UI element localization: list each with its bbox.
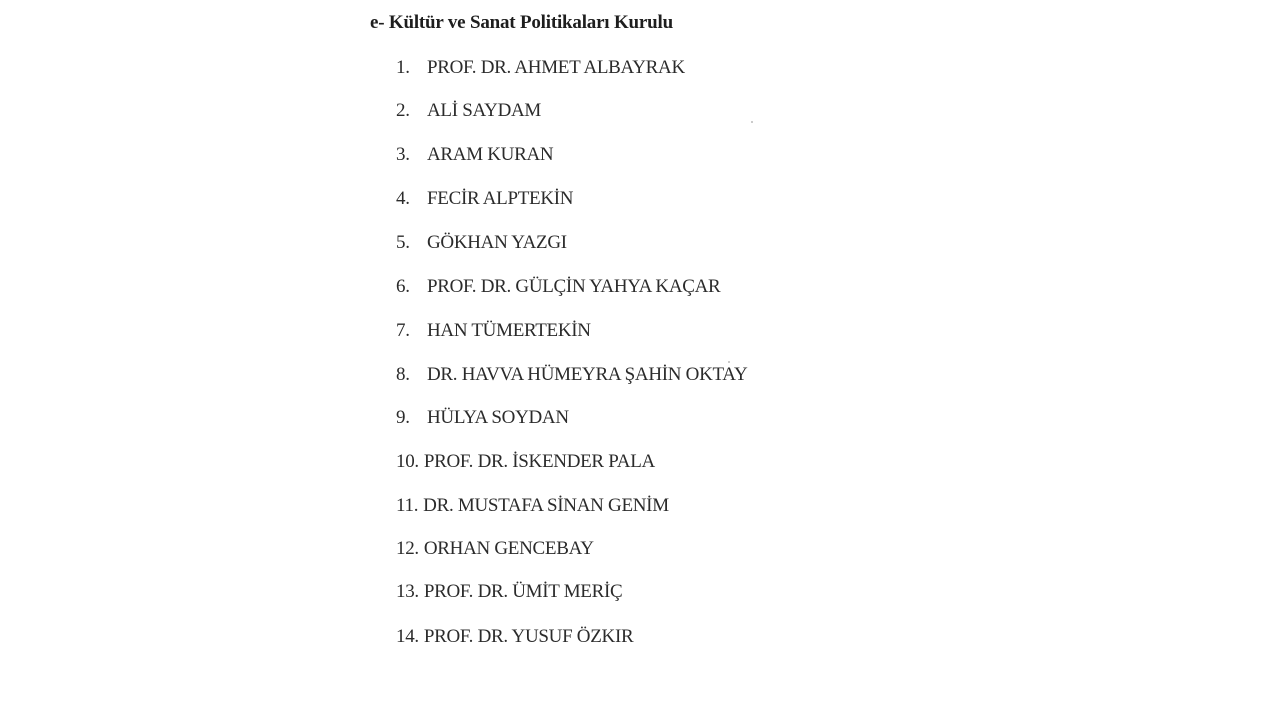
item-number: 4. <box>396 188 410 209</box>
item-number: 1. <box>396 57 410 78</box>
item-number: 10. <box>396 451 419 472</box>
list-item <box>396 231 567 255</box>
scan-speck <box>728 361 730 363</box>
list-item <box>396 580 622 604</box>
item-number: 2. <box>396 100 410 121</box>
member-name: ARAM KURAN <box>427 144 554 165</box>
member-name: ALİ SAYDAM <box>427 100 542 121</box>
member-name: GÖKHAN YAZGI <box>427 232 567 253</box>
member-name: FECİR ALPTEKİN <box>427 188 574 209</box>
scan-speck <box>751 121 753 123</box>
member-name: HÜLYA SOYDAN <box>427 407 569 428</box>
list-item <box>396 187 573 211</box>
item-number: 3. <box>396 144 410 165</box>
item-number: 13. <box>396 581 419 602</box>
member-name: DR. HAVVA HÜMEYRA ŞAHİN OKTAY <box>427 364 748 385</box>
list-item <box>396 56 685 80</box>
list-item <box>396 625 633 649</box>
list-item <box>396 363 747 387</box>
member-name: PROF. DR. YUSUF ÖZKIR <box>423 626 634 647</box>
item-number: 7. <box>396 320 410 341</box>
section-heading: e- Kültür ve Sanat Politikaları Kurulu <box>370 12 673 33</box>
member-name: HAN TÜMERTEKİN <box>427 320 591 341</box>
item-number: 9. <box>396 407 410 428</box>
item-number: 8. <box>396 364 410 385</box>
item-number: 6. <box>396 276 410 297</box>
member-name: PROF. DR. AHMET ALBAYRAK <box>427 57 685 78</box>
member-name: ORHAN GENCEBAY <box>423 538 594 559</box>
member-name: DR. MUSTAFA SİNAN GENİM <box>423 495 669 516</box>
member-name: PROF. DR. GÜLÇİN YAHYA KAÇAR <box>427 276 721 297</box>
list-item <box>396 537 594 561</box>
item-number: 12. <box>396 538 419 559</box>
list-item <box>396 319 591 343</box>
item-number: 5. <box>396 232 410 253</box>
list-item <box>396 450 655 474</box>
list-item <box>396 275 720 299</box>
member-name: PROF. DR. ÜMİT MERİÇ <box>423 581 623 602</box>
item-number: 11. <box>396 495 419 516</box>
list-item <box>396 494 669 518</box>
list-item <box>396 406 569 430</box>
list-item <box>396 143 553 167</box>
member-name: PROF. DR. İSKENDER PALA <box>423 451 655 472</box>
list-item <box>396 99 541 123</box>
item-number: 14. <box>396 626 419 647</box>
